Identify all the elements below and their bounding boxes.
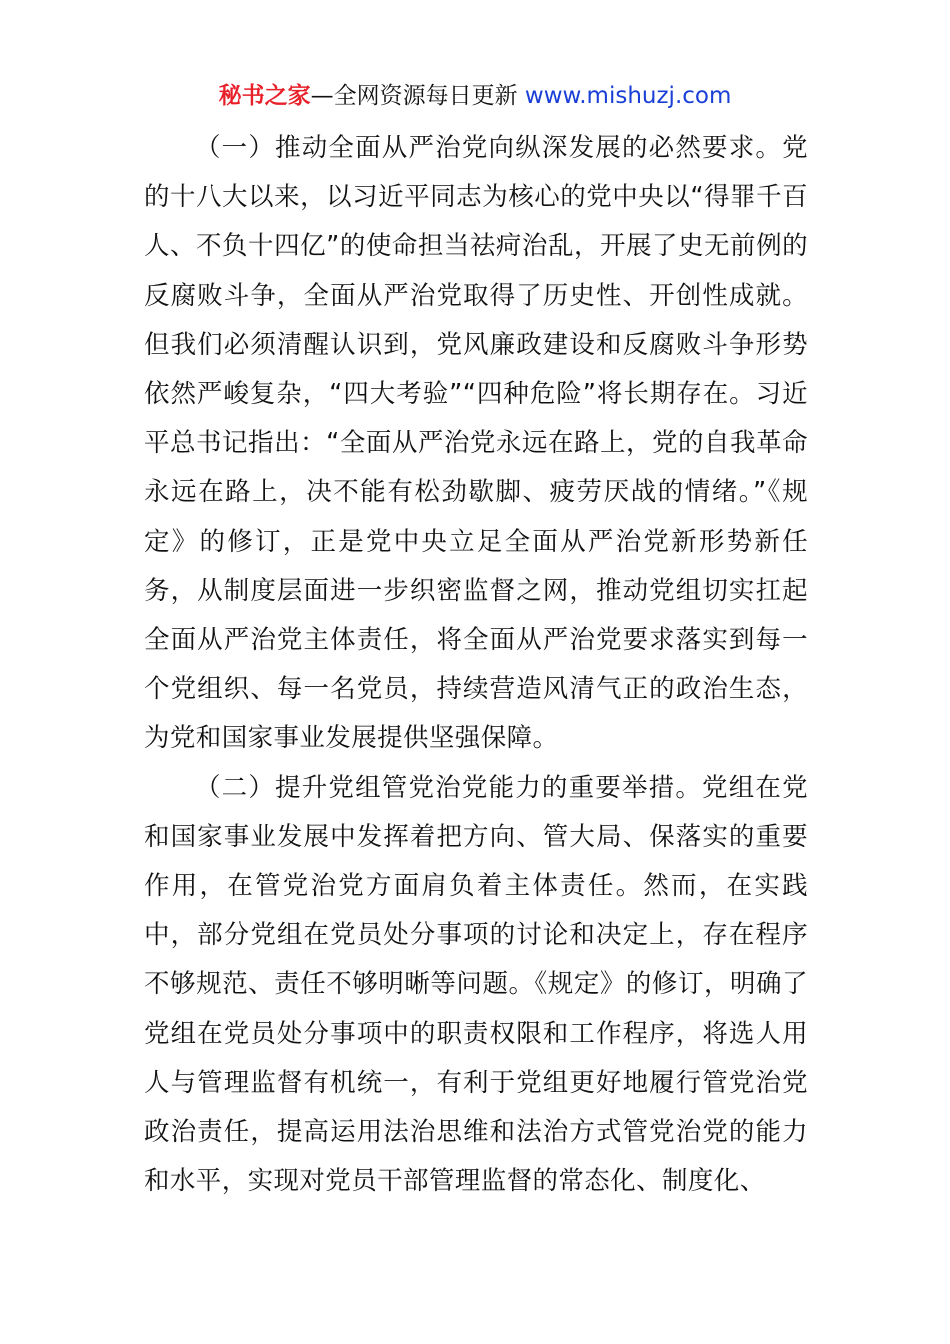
site-brand: 秘书之家	[218, 83, 311, 109]
site-tagline: —全网资源每日更新	[310, 83, 525, 109]
paragraph-2: （二）提升党组管党治党能力的重要举措。党组在党和国家事业发展中发挥着把方向、管大局、保落实的重要作用，在管党治党方面肩负着主体责任。然而，在实践中，部分党组在党员处分事项的讨论和决定上，存在程序不够规范、责任不够明晰等问题。《规定》的修订，明确了党组在党员处分事项中的职责权限和工作程序，将选人用人与管理监督有机统一，有利于党组更好地履行管党治党政治责任，提高运用法治思维和法治方式管党治党的能力和水平，实现对党员干部管理监督的常态化、制度化、	[144, 772, 808, 1197]
site-url-link[interactable]: www.mishuzj.com	[524, 83, 732, 109]
site-header	[0, 78, 950, 114]
document-body	[144, 124, 808, 1206]
paragraph-1: （一）推动全面从严治党向纵深发展的必然要求。党的十八大以来，以习近平同志为核心的党中央以“得罪千百人、不负十四亿”的使命担当祛疴治乱，开展了史无前例的反腐败斗争，全面从严治党取得了历史性、开创性成就。但我们必须清醒认识到，党风廉政建设和反腐败斗争形势依然严峻复杂，“四大考验”“四种危险”将长期存在。习近平总书记指出：“全面从严治党永远在路上，党的自我革命永远在路上，决不能有松劲歇脚、疲劳厌战的情绪。”《规定》的修订，正是党中央立足全面从严治党新形势新任务，从制度层面进一步织密监督之网，推动党组切实扛起全面从严治党主体责任，将全面从严治党要求落实到每一个党组织、每一名党员，持续营造风清气正的政治生态，为党和国家事业发展提供坚强保障。	[144, 133, 808, 754]
